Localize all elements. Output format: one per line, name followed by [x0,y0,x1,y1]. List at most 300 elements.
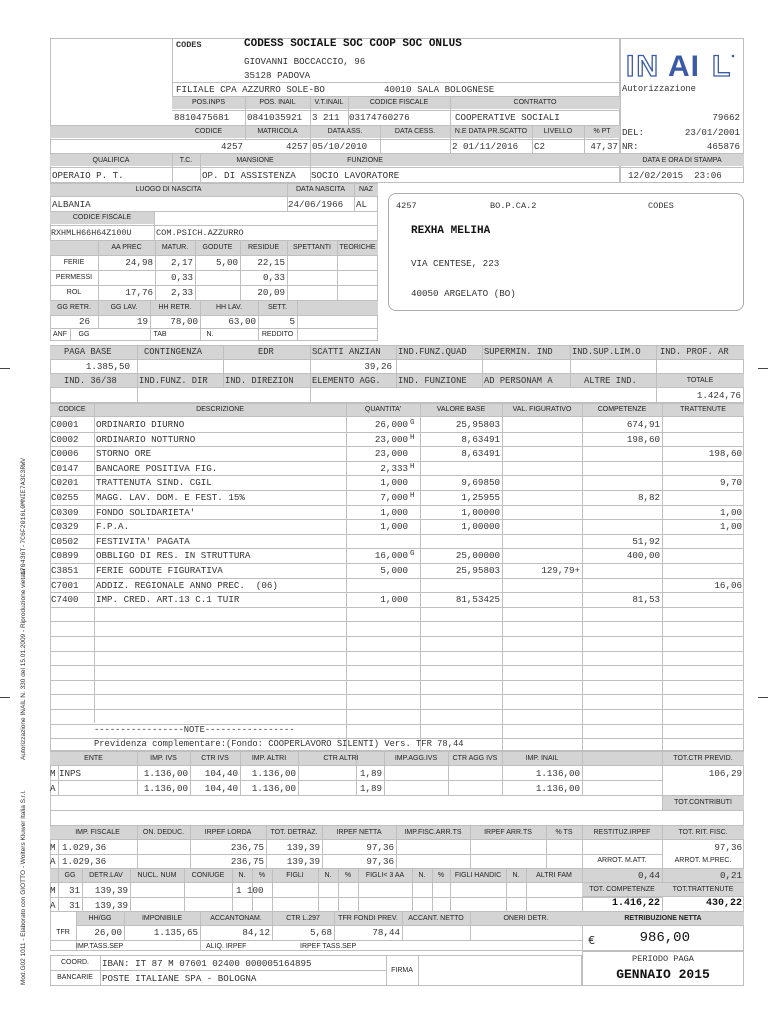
item-comp-cell: 674,91 [626,419,660,430]
item-base-cell: 8,63491 [461,434,500,445]
items-row-line [50,694,744,695]
company-address1: GIOVANNI BOCCACCIO, 96 [244,56,366,67]
contrib-cell: 1,89 [359,768,382,779]
tfr-cell: 78,44 [372,927,400,938]
livello-header: LIVELLO [543,128,573,135]
pay-header-ind-funz-quad: IND.FUNZ.QUAD [398,347,467,357]
item-desc-cell: ADDIZ. REGIONALE ANNO PREC. (06) [96,580,278,591]
pos-inps-value: 8810475681 [174,112,230,123]
family-header-pct: % [437,872,445,879]
item-code-cell: C7400 [51,594,79,605]
leave-row-label: ROL [66,289,82,296]
items-row-line [50,563,744,564]
del-label: DEL: [622,127,645,138]
anf-gg-label: GG [78,331,90,338]
items-row-line [50,432,744,433]
item-code-cell: C0201 [51,477,79,488]
contrib-row-flag: M [50,768,56,779]
contrib-header-imp-altri: IMP. ALTRI [251,755,287,762]
recipient-city: 40050 ARGELATO (BO) [411,288,516,299]
birthplace-value: ALBANIA [52,199,91,210]
item-desc-cell: MAGG. LAV. DOM. E FEST. 15% [96,492,245,503]
family-row-flag: M [50,885,56,896]
leave-godute-header: GODUTE [202,244,233,251]
contrib-cell: 1.136,00 [143,768,188,779]
items-row-line [50,621,744,622]
items-header-valore-base: VALORE BASE [436,406,486,413]
note-separator: -----------------NOTE----------------- [94,725,295,735]
recipient-street: VIA CENTESE, 223 [411,258,500,269]
family-header-n: N. [512,872,520,879]
tot-competenze-value: 1.416,22 [611,898,660,909]
data-cess-header: DATA CESS. [394,128,436,135]
imp-tass-sep-label: IMP.TASS.SEP [76,943,124,950]
item-desc-cell: ORDINARIO NOTTURNO [96,434,196,445]
company-address2: 35128 PADOVA [244,70,311,81]
hh-lav-value: 63,00 [228,316,256,327]
item-base-cell: 9,69850 [461,477,500,488]
svg-text:L: L [712,50,731,80]
hh-retr-value: 78,00 [170,316,198,327]
contrib-header-imp-ivs: IMP. IVS [150,755,177,762]
items-row-line [50,461,744,462]
inail-logo [626,50,738,80]
item-desc-cell: TRATTENUTA SIND. CGIL [96,477,212,488]
family-header-coniuge: CONIUGE [191,872,225,879]
items-row-line [50,490,744,491]
birthdate-header: DATA NASCITA [295,186,345,193]
leave-spettanti-header: SPETTANTI [293,244,331,251]
netta-label: RETRIBUZIONE NETTA [624,915,702,922]
item-unit-cell: H [410,434,415,442]
family-cell: 31 [68,900,80,911]
item-desc-cell: FESTIVITA' PAGATA [96,536,190,547]
side-authorization-text: Autorizzazione INAIL N. 330 del 15.01.2009 - Riproduzione vietata [20,568,27,760]
tfr-cell: 5,68 [309,927,332,938]
pt-value: 47,37 [590,141,618,152]
reddito-label: REDDITO [261,331,294,338]
funzione-header: FUNZIONE [347,157,383,164]
tfr-header-accantonam: ACCANTONAM. [210,915,262,922]
pay-header-edr: EDR [258,347,274,357]
item-code-cell: C0001 [51,419,79,430]
tax-row-flag: M [50,842,56,853]
item-qty-cell: 2,333 [380,463,408,474]
pay-header-scatti: SCATTI ANZIAN [312,347,381,357]
items-row-line [50,446,744,447]
contrib-cell: 104,40 [204,783,238,794]
gg-retr-value: 26 [78,316,90,327]
item-comp-cell: 8,82 [637,492,660,503]
tfr-cell: 26,00 [94,927,122,938]
items-row-line [50,534,744,535]
hh-retr-header: HH RETR. [158,304,192,311]
item-base-cell: 1,00000 [461,507,500,518]
leave-row-label: PERMESSI [55,274,93,281]
family-cell: 1 100 [236,885,264,896]
tfr-cell: 1.135,65 [153,927,198,938]
family-row-flag: A [50,900,56,911]
item-desc-cell: FONDO SOLIDARIETA' [96,507,196,518]
pay-header-supermin: SUPERMIN. IND [484,347,553,357]
tax-header-irpef-netta: IRPEF NETTA [336,829,382,836]
arrot-matt-label: ARROT. M.ATT. [597,857,647,864]
leave-residue-header: RESIDUE [247,244,280,251]
tax-header-imp-fiscale: IMP. FISCALE [75,829,120,836]
tax-header-restituz: RESTITUZ.IRPEF [593,829,651,836]
codes-label: CODES [176,40,202,50]
contrib-cell: 1,89 [359,783,382,794]
item-code-cell: C0309 [51,507,79,518]
fiscal-code-value: RXHMLH66H64Z100U [51,228,132,238]
tot-trattenute-value: 430,22 [705,898,742,909]
pay-header-altre-ind: ALTRE IND. [584,376,637,386]
birthplace-header: LUOGO DI NASCITA [135,186,202,193]
gg-lav-header: GG LAV. [110,304,138,311]
iban-value: IBAN: IT 87 M 07601 02400 000005164895 [102,958,312,969]
tax-cell: 97,36 [366,856,394,867]
contrib-cell: 1.136,00 [143,783,188,794]
item-base-cell: 81,53425 [455,594,500,605]
leave-cell: 2,33 [170,287,193,298]
family-header-pct: % [344,872,352,879]
tax-row-flag: A [50,856,56,867]
items-row-line [50,607,744,608]
item-desc-cell: ORDINARIO DIURNO [96,419,185,430]
family-header-nucl-num: NUCL. NUM [137,872,177,879]
item-code-cell: C0006 [51,448,79,459]
firma-label: FIRMA [391,967,413,974]
vt-inail-header: V.T.INAIL [314,99,344,106]
contrib-cell: 1.136,00 [251,768,296,779]
family-header-pct: % [258,872,266,879]
pay-header-ind-sup: IND.SUP.LIM.O [572,347,641,357]
items-row-line [50,592,744,593]
contrib-header-ente: ENTE [84,755,103,762]
branch-name: FILIALE CPA AZZURRO SOLE-BO [176,84,325,95]
arrot-mprec-value: 0,21 [719,870,742,881]
contrib-row-flag: A [50,783,56,794]
leave-cell: 17,76 [125,287,153,298]
pos-inail-header: POS. INAIL [259,99,296,106]
tax-header-ts: % TS [555,829,573,836]
item-tratt-cell: 1,00 [719,521,742,532]
items-header-quantita: QUANTITA' [364,406,402,413]
item-qty-cell: 7,000 [380,492,408,503]
coord-label: COORD. [61,959,89,966]
authorization-label: Autorizzazione [622,84,696,94]
aliq-irpef-label: ALIQ. IRPEF [206,943,247,950]
items-row-line [50,651,744,652]
scatti-value: 39,26 [364,361,392,372]
bancarie-label: BANCARIE [57,974,93,981]
family-cell: 139,39 [94,885,128,896]
pay-header-totale: TOTALE [686,377,714,384]
qualifica-value: OPERAIO P. T. [52,170,124,181]
pos-inps-header: POS.INPS [191,99,226,106]
items-header-trattenute: TRATTENUTE [680,406,726,413]
tot-ctr-previd-value: 106,29 [708,768,742,779]
items-row-line [50,548,744,549]
birthdate-value: 24/06/1966 [288,199,344,210]
item-code-cell: C3851 [51,565,79,576]
tfr-header-hh-gg: HH/GG [88,915,112,922]
data-ass-value: 05/10/2010 [312,141,368,152]
pos-inail-value: 0841035921 [247,112,303,123]
item-base-cell: 1,25955 [461,492,500,503]
gg-lav-value: 19 [136,316,148,327]
pay-header-ind-funzione: IND. FUNZIONE [398,376,467,386]
leave-cell: 5,00 [215,257,238,268]
fold-mark-left-top [0,368,10,369]
item-base-cell: 1,00000 [461,521,500,532]
item-qty-cell: 5,000 [380,565,408,576]
recipient-codes: CODES [648,201,674,211]
pay-header-ind-funz-dir: IND.FUNZ. DIR [139,376,208,386]
contrib-header-imp-inail: IMP. INAIL [525,755,559,762]
side-software-text: Mod.G02 1011 - Elaborato con GIOTTO - Wolters Kluwer Italia S.r.l. [20,790,27,985]
tax-cell: 97,36 [366,842,394,853]
tot-rit-fisc-value: 97,36 [714,842,742,853]
item-unit-cell: G [410,550,415,558]
data-scatto-header: N.E DATA PR.SCATTO [454,128,528,135]
family-header-n: N. [324,872,332,879]
fiscal-code-header: CODICE FISCALE [72,214,132,221]
arrot-mprec-label: ARROT. M.PREC. [674,857,732,864]
nr-label: NR: [622,141,639,152]
item-tratt-cell: 198,60 [708,448,742,459]
data-scatto-value: 2 01/11/2016 [452,141,519,152]
family-header-n: N. [238,872,246,879]
item-unit-cell: H [410,463,415,471]
item-base-cell: 25,95803 [455,419,500,430]
item-code-cell: C0329 [51,521,79,532]
arrot-matt-value: 0,44 [637,870,660,881]
pay-header-ind-3638: IND. 36/38 [64,376,117,386]
items-row-line [50,519,744,520]
fold-mark-right-top [758,368,768,369]
fiscal-code-extra: COM.PSICH.AZZURRO [156,228,244,238]
recipient-code: 4257 [396,201,417,211]
codice-value: 4257 [220,141,243,152]
leave-cell: 22,15 [257,257,285,268]
contrib-cell: 1.136,00 [251,783,296,794]
n-label: N. [206,331,214,338]
svg-text:IN: IN [626,50,660,80]
contrib-header-imp-agg-ivs: IMP.AGG.IVS [394,755,438,762]
print-date-header: DATA E ORA DI STAMPA [642,157,722,164]
branch-city: 40010 SALA BOLOGNESE [384,84,495,95]
leave-teoriche-header: TEORICHE [339,244,376,251]
item-qty-cell: 1,000 [380,477,408,488]
tfr-label: TFR [56,929,70,936]
contratto-value: COOPERATIVE SOCIALI [455,112,560,123]
items-row-line [50,505,744,506]
qualifica-header: QUALIFICA [92,157,130,164]
item-qty-cell: 1,000 [380,507,408,518]
period-value: GENNAIO 2015 [616,967,710,982]
irpef-tass-sep-label: IRPEF TASS.SEP [300,943,357,950]
leave-row-label: FERIE [63,259,85,266]
recipient-unit: BO.P.CA.2 [490,201,537,211]
mansione-header: MANSIONE [236,157,274,164]
item-desc-cell: BANCAORE POSITIVA FIG. [96,463,218,474]
item-tratt-cell: 16,06 [714,580,742,591]
fold-mark-right-bottom [758,697,768,698]
pay-header-elemento-agg: ELEMENTO AGG. [312,376,381,386]
item-comp-cell: 400,00 [626,550,660,561]
contrib-row-ente: INPS [59,768,82,779]
family-header-figli-handic: FIGLI HANDIC [454,872,502,879]
family-header-detr-lav: DETR.LAV [89,872,123,879]
item-qty-cell: 1,000 [380,521,408,532]
tot-competenze-label: TOT. COMPETENZE [589,886,655,893]
naz-header: NAZ [359,186,373,193]
leave-cell: 0,33 [170,272,193,283]
items-row-line [50,636,744,637]
item-tratt-cell: 1,00 [719,507,742,518]
items-row-line [50,475,744,476]
item-qty-cell: 16,000 [374,550,408,561]
currency-symbol: € [588,934,596,948]
svg-text:AI: AI [668,50,700,80]
item-base-cell: 25,95803 [455,565,500,576]
items-header-competenze: COMPETENZE [597,406,647,413]
tax-cell: 236,75 [230,856,264,867]
item-comp-cell: 81,53 [632,594,660,605]
item-fig-cell: 129,79+ [541,565,580,576]
tfr-header-ctr-l297: CTR L.297 [286,915,320,922]
pt-header: % PT [593,128,611,135]
side-code-text: 170436T-7C6F2016L0MNIE7A3C3RWV [20,457,27,575]
contrib-cell: 1.136,00 [535,783,580,794]
gg-retr-header: GG RETR. [57,304,91,311]
fold-mark-left-bottom [0,697,10,698]
item-desc-cell: STORNO ORE [96,448,152,459]
item-base-cell: 25,00000 [455,550,500,561]
tax-cell: 236,75 [230,842,264,853]
item-code-cell: C0502 [51,536,79,547]
item-base-cell: 8,63491 [461,448,500,459]
items-row-line [50,578,744,579]
tfr-header-fondi-prev: TFR FONDI PREV. [338,915,398,922]
company-name: CODESS SOCIALE SOC COOP SOC ONLUS [244,38,462,50]
items-row-line [50,665,744,666]
item-code-cell: C7001 [51,580,79,591]
item-desc-cell: F.P.A. [96,521,130,532]
codice-header: CODICE [194,128,223,135]
item-comp-cell: 198,60 [626,434,660,445]
tfr-cell: 84,12 [242,927,270,938]
authorization-code: 79662 [712,112,740,123]
sett-header: SETT. [267,304,288,311]
item-desc-cell: OBBLIGO DI RES. IN STRUTTURA [96,550,251,561]
tax-header-irpef-arr: IRPEF ARR.TS [484,829,532,836]
item-desc-cell: IMP. CRED. ART.13 C.1 TUIR [96,594,240,605]
pay-header-contingenza: CONTINGENZA [144,347,203,357]
family-header-altri-fam: ALTRI FAM [536,872,572,879]
tax-header-irpef-lorda: IRPEF LORDA [204,829,252,836]
items-row-line [50,680,744,681]
tax-cell: 139,39 [286,842,320,853]
tot-contributi-label: TOT.CONTRIBUTI [674,799,732,806]
items-header-codice: CODICE [58,406,86,413]
family-header-gg: GG [64,872,76,879]
contratto-header: CONTRATTO [513,99,557,106]
items-row-line [50,709,744,710]
leave-cell: 0,33 [262,272,285,283]
contrib-header-ctr-ivs: CTR IVS [201,755,229,762]
item-qty-cell: 26,000 [374,419,408,430]
pay-header-ind-direzion: IND. DIREZION [225,376,294,386]
netta-value: 986,00 [639,930,690,946]
livello-value: C2 [534,141,546,152]
leave-cell: 2,17 [170,257,193,268]
tfr-header-oneri-detr: ONERI DETR. [503,915,549,922]
family-header-figli: FIGLI [286,872,304,879]
matricola-header: MATRICOLA [257,128,298,135]
contrib-header-ctr-agg-ivs: CTR AGG IVS [452,755,498,762]
tax-header-imp-fisc-arr: IMP.FISC.ARR.TS [404,829,462,836]
anf-label: ANF [53,331,67,338]
matricola-value: 4257 [285,141,308,152]
leave-cell: 20,09 [257,287,285,298]
naz-value: AL [356,199,368,210]
tab-label: TAB [153,331,167,338]
print-date-value: 12/02/2015 23:06 [628,170,722,181]
paga-base-value: 1.385,50 [85,361,130,372]
hh-lav-header: HH LAV. [215,304,243,311]
items-header-descrizione: DESCRIZIONE [196,406,244,413]
tax-header-on-deduc: ON. DEDUC. [142,829,185,836]
item-tratt-cell: 9,70 [719,477,742,488]
period-label: PERIODO PAGA [632,954,694,964]
contrib-header-ctr-altri: CTR ALTRI [323,755,359,762]
tc-header: T.C. [179,157,193,164]
tot-trattenute-label: TOT.TRATTENUTE [672,886,734,893]
leave-matur-header: MATUR. [161,244,189,251]
item-qty-cell: 1,000 [380,594,408,605]
pay-header-ad-personam: AD PERSONAM A [484,376,553,386]
pay-header-paga-base: PAGA BASE [64,347,112,357]
tfr-header-accant-netto: ACCANT. NETTO [408,915,464,922]
pay-header-ind-prof: IND. PROF. AR [660,347,729,357]
tax-cell: 1.029,36 [62,856,107,867]
codice-fiscale-header: CODICE FISCALE [369,99,429,106]
tax-cell: 1.029,36 [62,842,107,853]
leave-aa-prec-header: AA PREC [111,244,142,251]
mansione-value: OP. DI ASSISTENZA [202,170,296,181]
family-cell: 31 [68,885,80,896]
recipient-name: REXHA MELIHA [411,225,491,237]
item-code-cell: C0002 [51,434,79,445]
tax-cell: 139,39 [286,856,320,867]
items-header-val-figurativo: VAL. FIGURATIVO [512,406,572,413]
bank-name: POSTE ITALIANE SPA - BOLOGNA [102,973,257,984]
item-code-cell: C0147 [51,463,79,474]
family-header-figli-3aa: FIGLI< 3 AA [365,872,405,879]
del-value: 23/01/2001 [684,127,740,138]
tax-header-tot-detraz: TOT. DETRAZ. [270,829,318,836]
tfr-header-imponibile: IMPONIBILE [141,915,183,922]
family-header-n: N. [418,872,426,879]
item-unit-cell: G [410,419,415,427]
family-cell: 139,39 [94,900,128,911]
item-code-cell: C0899 [51,550,79,561]
item-code-cell: C0255 [51,492,79,503]
pay-total-value: 1.424,76 [696,390,741,401]
item-comp-cell: 51,92 [632,536,660,547]
